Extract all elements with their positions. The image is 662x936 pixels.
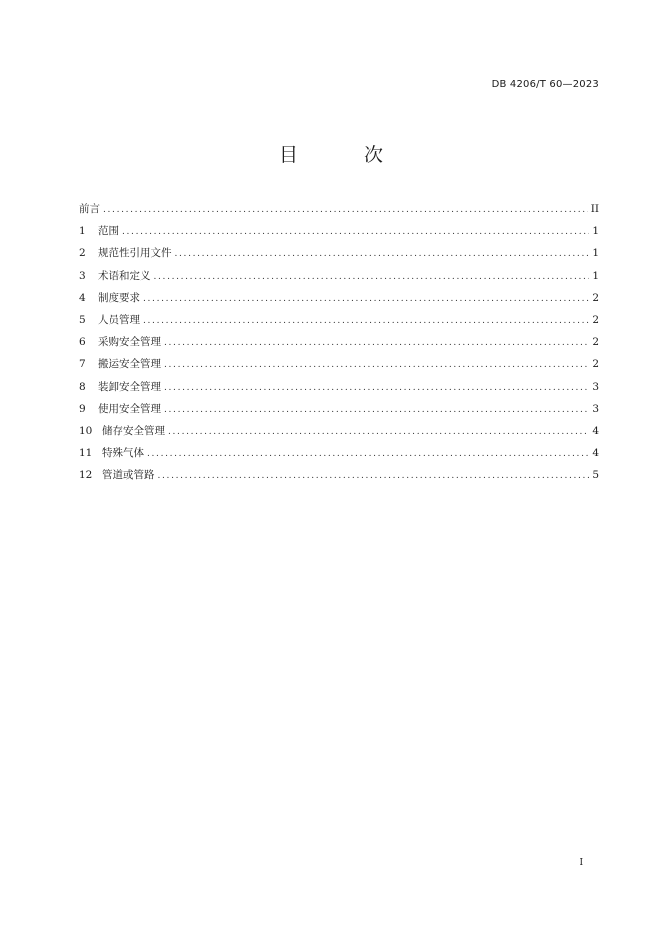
toc-entry-6[interactable] [79, 333, 599, 355]
toc-entry-number: 12 [79, 469, 93, 482]
toc-leader-dots [164, 379, 589, 397]
toc-leader-dots [158, 467, 590, 485]
toc-entry-label: 搬运安全管理 [98, 358, 161, 371]
toc-entry-12[interactable] [79, 466, 599, 488]
toc-entry-7[interactable] [79, 355, 599, 377]
toc-title: 目 次 [278, 144, 414, 166]
toc-leader-dots [122, 223, 589, 241]
toc-entry-8[interactable] [79, 378, 599, 400]
toc-entry-2[interactable] [79, 244, 599, 266]
toc-leader-dots [143, 290, 589, 308]
toc-entry-number: 10 [79, 424, 93, 437]
toc-leader-dots [164, 356, 589, 374]
toc-entry-number: 6 [79, 336, 86, 349]
toc-entry-page: 5 [592, 469, 599, 482]
toc-entry-4[interactable] [79, 289, 599, 311]
table-of-contents [79, 200, 599, 488]
toc-entry-10[interactable] [79, 422, 599, 444]
toc-entry-page: 2 [592, 358, 599, 371]
toc-entry-label: 装卸安全管理 [98, 380, 161, 393]
toc-leader-dots [147, 445, 589, 463]
toc-entry-page: 1 [592, 225, 599, 238]
toc-entry-label: 特殊气体 [102, 447, 144, 460]
toc-entry-number: 5 [79, 313, 86, 326]
toc-entry-page: 3 [592, 402, 599, 415]
toc-leader-dots [164, 401, 589, 419]
toc-entry-label: 术语和定义 [98, 269, 151, 282]
toc-entry-page: 1 [592, 269, 599, 282]
page-number: I [579, 858, 583, 868]
toc-entry-page: 1 [592, 247, 599, 260]
toc-entry-number: 9 [79, 402, 86, 415]
toc-leader-dots [164, 334, 589, 352]
toc-entry-number: 11 [79, 447, 93, 460]
toc-leader-dots [103, 201, 588, 219]
toc-entry-number: 1 [79, 225, 86, 238]
toc-entry-3[interactable] [79, 267, 599, 289]
toc-entry-page: 4 [592, 424, 599, 437]
toc-entry-page: 3 [592, 380, 599, 393]
toc-entry-page: 2 [592, 313, 599, 326]
toc-leader-dots [154, 268, 590, 286]
toc-entry-label: 管道或管路 [102, 469, 155, 482]
toc-entry-1[interactable] [79, 222, 599, 244]
toc-entry-page: 2 [592, 336, 599, 349]
toc-entry-label: 制度要求 [98, 291, 140, 304]
toc-entry-number: 3 [79, 269, 86, 282]
toc-entry-number: 7 [79, 358, 86, 371]
toc-entry-number: 2 [79, 247, 86, 260]
toc-entry-label: 使用安全管理 [98, 402, 161, 415]
toc-entry-label: 人员管理 [98, 313, 140, 326]
toc-entry-number: 4 [79, 291, 86, 304]
toc-entry-label: 范围 [98, 225, 119, 238]
toc-entry-page: 4 [592, 447, 599, 460]
toc-entry-11[interactable] [79, 444, 599, 466]
toc-leader-dots [143, 312, 589, 330]
toc-leader-dots [175, 245, 590, 263]
toc-entry-page: 2 [592, 291, 599, 304]
toc-entry-page: II [590, 203, 599, 215]
toc-leader-dots [168, 423, 589, 441]
toc-entry-label: 规范性引用文件 [98, 247, 172, 260]
toc-entry-label: 采购安全管理 [98, 336, 161, 349]
toc-entry-foreword[interactable] [79, 200, 599, 222]
toc-entry-label: 前言 [79, 203, 100, 215]
document-code: DB 4206/T 60—2023 [491, 79, 599, 90]
toc-entry-number: 8 [79, 380, 86, 393]
toc-entry-label: 储存安全管理 [102, 424, 165, 437]
toc-entry-5[interactable] [79, 311, 599, 333]
toc-entry-9[interactable] [79, 400, 599, 422]
